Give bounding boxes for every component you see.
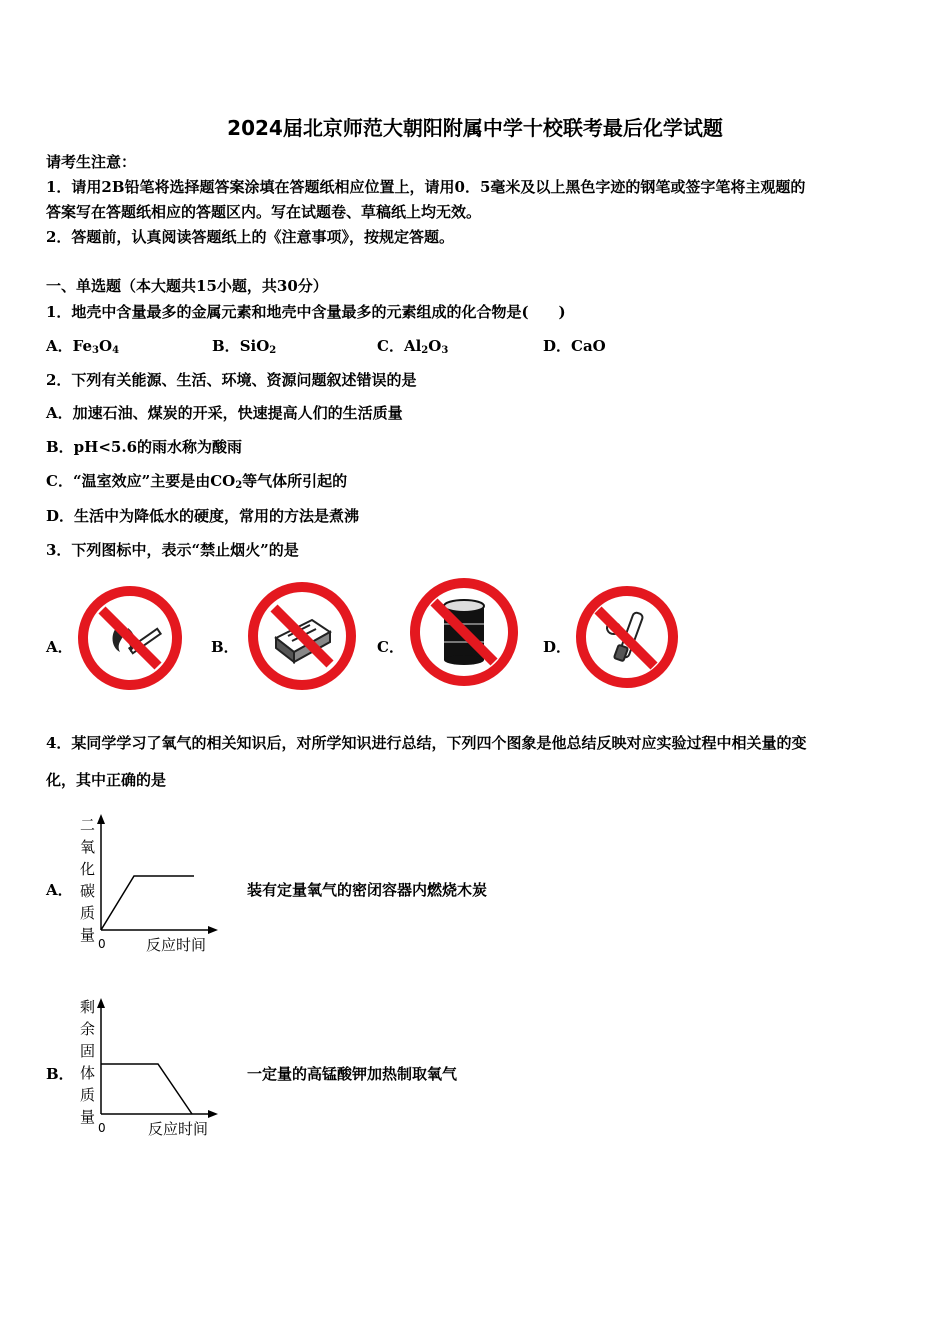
svg-text:反应时间: 反应时间 <box>148 1120 209 1138</box>
svg-text:量: 量 <box>80 1108 96 1126</box>
no-explosives-sign-icon <box>246 580 358 692</box>
svg-text:化: 化 <box>80 860 96 878</box>
page-title: 2024届北京师范大朝阳附属中学十校联考最后化学试题 <box>227 116 723 140</box>
q4-option-a-desc: 装有定量氧气的密闭容器内燃烧木炭 <box>247 881 488 899</box>
svg-text:剩: 剩 <box>80 998 96 1016</box>
svg-text:二: 二 <box>80 816 96 834</box>
q4-option-b-label: B． <box>46 1065 74 1083</box>
notice-line-1a: 1．请用2B铅笔将选择题答案涂填在答题纸相应位置上，请用0．5毫米及以上黑色字迹的钢笔或签字笔将主观题的 <box>46 178 806 196</box>
q3-stem: 3．下列图标中，表示“禁止烟火”的是 <box>46 541 299 559</box>
q1-option-c: C．$Al_2O_3$ <box>377 337 449 356</box>
q1-option-d: D．CaO <box>543 337 606 355</box>
q3-option-c-label: C． <box>377 638 404 656</box>
svg-text:氧: 氧 <box>80 838 96 856</box>
q4-graph-b <box>76 996 226 1142</box>
q1-option-a: A．$Fe_3O_4$ <box>46 337 120 356</box>
notice-line-2: 2．答题前，认真阅读答题纸上的《注意事项》，按规定答题。 <box>46 228 454 246</box>
q1-stem: 1．地壳中含量最多的金属元素和地壳中含量最多的元素组成的化合物是( ) <box>46 303 566 321</box>
q4-option-a-label: A． <box>46 881 73 899</box>
no-smoking-fire-sign-icon <box>76 584 184 692</box>
q2-option-b: B．pH<5.6的雨水称为酸雨 <box>46 438 243 456</box>
q3-option-b-label: B． <box>211 638 239 656</box>
q4-stem-line-2: 化，其中正确的是 <box>46 771 167 789</box>
no-smoking-sign-icon <box>574 584 680 690</box>
svg-text:反应时间: 反应时间 <box>146 936 207 954</box>
svg-text:0: 0 <box>98 1121 106 1135</box>
svg-text:量: 量 <box>80 926 96 944</box>
q3-option-d-label: D． <box>543 638 572 656</box>
notice-heading: 请考生注意： <box>46 153 137 171</box>
q4-option-b-desc: 一定量的高锰酸钾加热制取氧气 <box>247 1065 458 1083</box>
svg-text:0: 0 <box>98 937 106 951</box>
q2-option-a: A．加速石油、煤炭的开采，快速提高人们的生活质量 <box>46 404 403 422</box>
q2-option-d: D．生活中为降低水的硬度，常用的方法是煮沸 <box>46 507 360 525</box>
svg-text:质: 质 <box>80 904 96 922</box>
q4-graph-a <box>76 812 226 958</box>
q1-option-b: B．SiO$_2$ <box>212 337 277 356</box>
svg-text:余: 余 <box>80 1020 96 1038</box>
svg-text:碳: 碳 <box>80 882 96 900</box>
notice-line-1b: 答案写在答题纸相应的答题区内。写在试题卷、草稿纸上均无效。 <box>46 203 482 221</box>
q2-stem: 2．下列有关能源、生活、环境、资源问题叙述错误的是 <box>46 371 417 389</box>
q4-stem-line-1: 4．某同学学习了氧气的相关知识后，对所学知识进行总结，下列四个图象是他总结反映对应实验过程中相关量的变 <box>46 734 807 752</box>
svg-text:固: 固 <box>80 1042 96 1060</box>
q3-option-a-label: A． <box>46 638 73 656</box>
section-heading: 一、单选题（本大题共15小题，共30分） <box>46 277 328 295</box>
svg-text:体: 体 <box>80 1064 96 1082</box>
no-oil-drum-sign-icon <box>408 576 520 688</box>
q2-option-c: C．“温室效应”主要是由$CO_2$等气体所引起的 <box>46 472 348 491</box>
svg-text:质: 质 <box>80 1086 96 1104</box>
